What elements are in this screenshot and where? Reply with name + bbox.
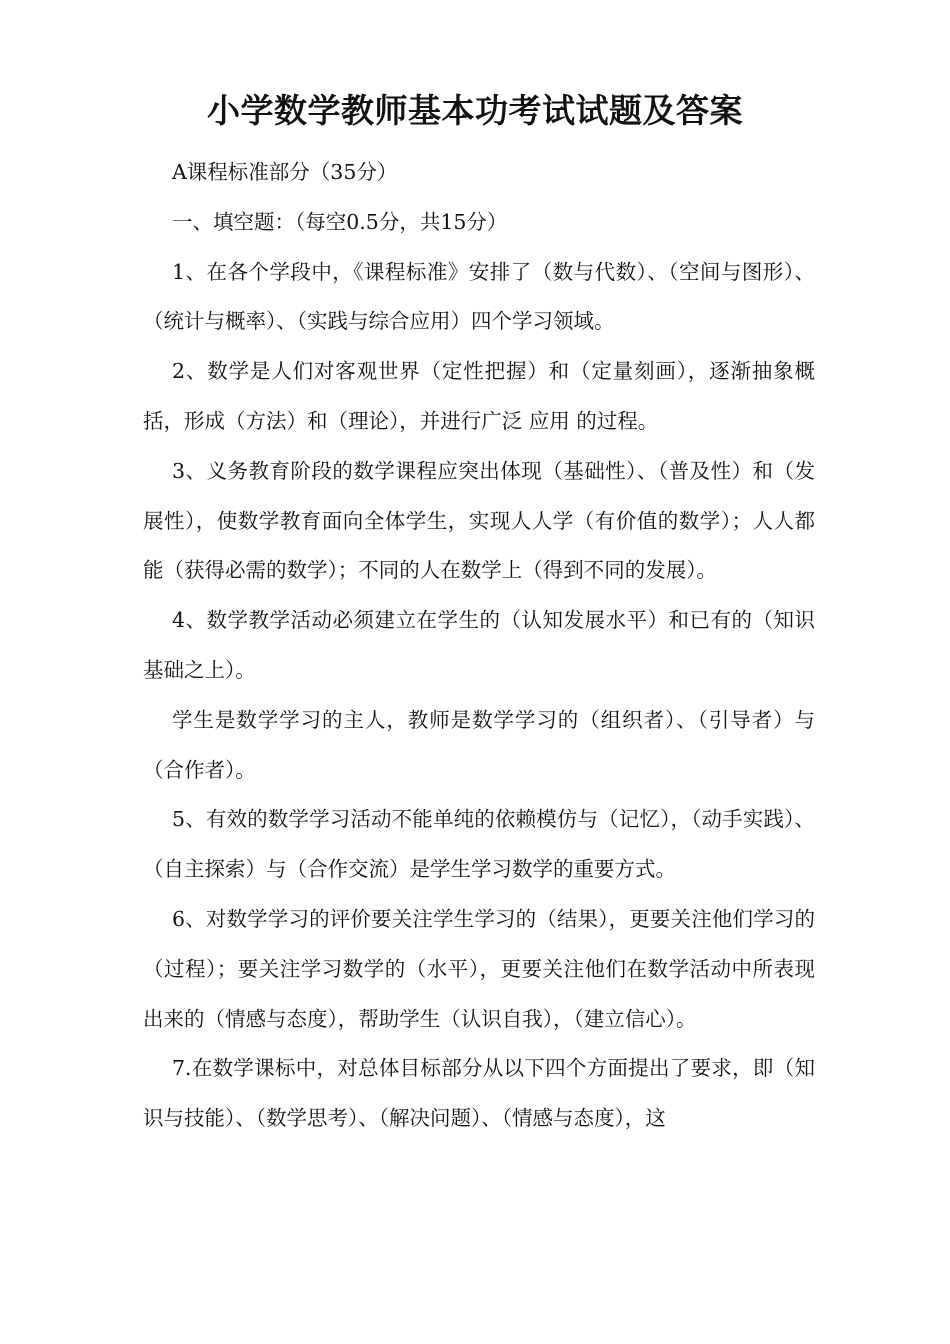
question-type-heading: 一、填空题：（每空0.5分，共15分） (172, 209, 508, 234)
question-4-continued: 学生是数学学习的主人，教师是数学学习的（组织者）、（引导者）与（合作者）。 (143, 707, 815, 782)
section-heading: A课程标准部分（35分） (172, 160, 398, 184)
document-title: 小学数学教师基本功考试试题及答案 (207, 91, 743, 130)
question-4: 4、数学教学活动必须建立在学生的（认知发展水平）和已有的（知识基础之上）。 (143, 608, 815, 682)
question-1: 1、在各个学段中，《课程标准》安排了（数与代数）、（空间与图形）、（统计与概率）、（实践与综合应用）四个学习领域。 (143, 259, 815, 334)
question-6: 6、对数学学习的评价要关注学生学习的（结果），更要关注他们学习的（过程）；要关注学习数学的（水平），更要关注他们在数学活动中所表现出来的（情感与态度），帮助学生（认识自我），（建立信心）。 (143, 906, 815, 1031)
question-5: 5、有效的数学学习活动不能单纯的依赖模仿与（记忆），（动手实践）、（自主探索）与（合作交流）是学生学习数学的重要方式。 (143, 807, 815, 882)
question-3: 3、义务教育阶段的数学课程应突出体现（基础性）、（普及性）和（发展性），使数学教育面向全体学生，实现人人学（有价值的数学）；人人都能（获得必需的数学）；不同的人在数学上（得到不同的发展）。 (143, 458, 815, 583)
question-2: 2、数学是人们对客观世界（定性把握）和（定量刻画），逐渐抽象概括，形成（方法）和（理论），并进行广泛 应用 的过程。 (143, 359, 815, 433)
document-body (143, 148, 815, 1144)
question-7: 7.在数学课标中，对总体目标部分从以下四个方面提出了要求，即（知识与技能）、（数学思考）、（解决问题）、（情感与态度），这 (143, 1056, 815, 1131)
